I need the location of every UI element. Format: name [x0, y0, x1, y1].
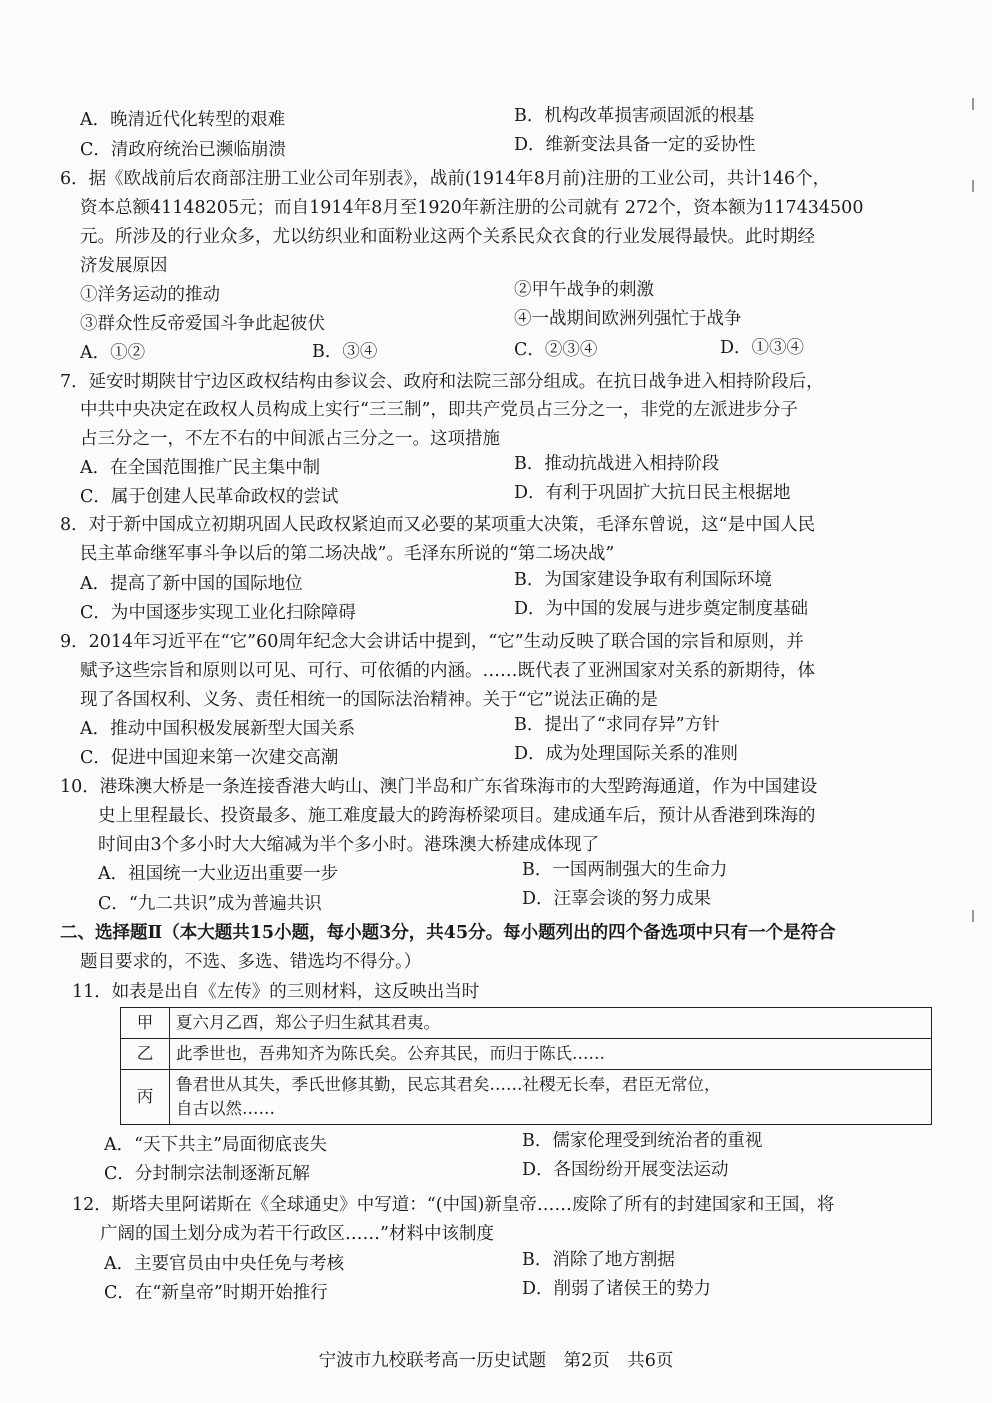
- q12-option-d: D．削弱了诸侯王的势力: [522, 1279, 712, 1299]
- q9-option-c: C．促进中国迎来第一次建交高潮: [80, 748, 339, 768]
- q11-option-c: C．分封制宗法制逐渐瓦解: [104, 1164, 310, 1184]
- q6-item-4: ④一战期间欧洲列强忙于战争: [514, 309, 742, 329]
- q12-option-b: B．消除了地方割据: [522, 1250, 675, 1270]
- row-text-bing: [170, 1070, 932, 1125]
- q8-option-b: B．为国家建设争取有利国际环境: [514, 570, 772, 590]
- q7-option-b: B．推动抗战进入相持阶段: [514, 454, 720, 474]
- row-text-yi: 此季世也，吾弗知齐为陈氏矣。公弃其民，而归于陈氏……: [170, 1039, 932, 1070]
- q12-option-c: C．在“新皇帝”时期开始推行: [104, 1283, 328, 1303]
- table-row: [121, 1070, 932, 1125]
- q5-option-a: A．晚清近代化转型的艰难: [80, 110, 286, 130]
- q7-option-a: A．在全国范围推广民主集中制: [80, 458, 321, 478]
- q10-stem-line-3: 时间由3个多小时大大缩减为半个多小时。港珠澳大桥建成体现了: [98, 835, 600, 855]
- q10-option-a: A．祖国统一大业迈出重要一步: [98, 864, 339, 884]
- q11-material-table: [120, 1007, 932, 1125]
- q7-stem-line-1: 7．延安时期陕甘宁边区政权结构由参议会、政府和法院三部分组成。在抗日战争进入相持阶段后，: [60, 372, 824, 392]
- q10-option-c: C．“九二共识”成为普遍共识: [98, 894, 322, 914]
- q8-option-a: A．提高了新中国的国际地位: [80, 574, 303, 594]
- table-row: [121, 1039, 932, 1070]
- q5-option-b: B．机构改革损害顽固派的根基: [514, 106, 755, 126]
- q10-option-d: D．汪辜会谈的努力成果: [522, 889, 712, 909]
- q12-stem-line-2: 广阔的国土划分成为若干行政区……”材料中该制度: [100, 1224, 494, 1244]
- section-2-note: 题目要求的，不选、多选、错选均不得分。）: [80, 952, 422, 972]
- q7-option-d: D．有利于巩固扩大抗日民主根据地: [514, 483, 791, 503]
- q11-stem: 11．如表是出自《左传》的三则材料，这反映出当时: [72, 982, 480, 1002]
- q5-option-c: C．清政府统治已濒临崩溃: [80, 140, 286, 160]
- row-label-bing: 丙: [121, 1070, 170, 1125]
- q9-option-b: B．提出了“求同存异”方针: [514, 715, 720, 735]
- q10-stem-line-1: 10．港珠澳大桥是一条连接香港大屿山、澳门半岛和广东省珠海市的大型跨海通道，作为中国建设: [60, 777, 818, 797]
- q6-item-1: ①洋务运动的推动: [80, 285, 220, 305]
- q10-stem-line-2: 史上里程最长、投资最多、施工难度最大的跨海桥梁项目。建成通车后，预计从香港到珠海的: [98, 806, 816, 826]
- q6-option-c: C．②③④: [514, 340, 598, 360]
- q6-stem-line-3: 元。所涉及的行业众多，尤以纺织业和面粉业这两个关系民众衣食的行业发展得最快。此时期经: [80, 227, 815, 247]
- q8-stem-line-2: 民主革命继军事斗争以后的第二场决战”。毛泽东所说的“第二场决战”: [80, 544, 615, 564]
- scan-edge-mark: [972, 180, 974, 192]
- q11-option-a: A．“天下共主”局面彻底丧失: [104, 1135, 328, 1155]
- q10-option-b: B．一国两制强大的生命力: [522, 860, 728, 880]
- q7-stem-line-3: 占三分之一，不左不右的中间派占三分之一。这项措施: [80, 429, 500, 449]
- row-text-bing-line-1: 鲁君世从其失，季氏世修其勤，民忘其君矣……社稷无长奉，君臣无常位，: [176, 1075, 721, 1094]
- q8-stem-line-1: 8．对于新中国成立初期巩固人民政权紧迫而又必要的某项重大决策，毛泽东曾说，这“是中国人民: [60, 515, 816, 535]
- q7-option-c: C．属于创建人民革命政权的尝试: [80, 487, 339, 507]
- q9-stem-line-3: 现了各国权利、义务、责任相统一的国际法治精神。关于“它”说法正确的是: [80, 690, 658, 710]
- q8-option-d: D．为中国的发展与进步奠定制度基础: [514, 599, 809, 619]
- q6-stem-line-4: 济发展原因: [80, 256, 168, 276]
- q9-stem-line-1: 9．2014年习近平在“它”60周年纪念大会讲话中提到，“它”生动反映了联合国的宗旨和原则，并: [60, 632, 804, 652]
- row-text-jia: 夏六月乙酉，郑公子归生弑其君夷。: [170, 1008, 932, 1039]
- row-text-bing-line-2: 自古以然……: [176, 1099, 275, 1118]
- q12-option-a: A．主要官员由中央任免与考核: [104, 1254, 345, 1274]
- row-label-jia: 甲: [121, 1008, 170, 1039]
- q6-item-2: ②甲午战争的刺激: [514, 280, 654, 300]
- q6-item-3: ③群众性反帝爱国斗争此起彼伏: [80, 314, 325, 334]
- q6-stem-line-1: 6．据《欧战前后农商部注册工业公司年别表》，战前(1914年8月前)注册的工业公司，共计146个，: [60, 169, 831, 189]
- row-label-yi: 乙: [121, 1039, 170, 1070]
- q5-option-d: D．维新变法具备一定的妥协性: [514, 135, 756, 155]
- scan-edge-mark: [972, 98, 974, 110]
- q6-stem-line-2: 资本总额41148205元；而自1914年8月至1920年新注册的公司就有 272个，资本额为117434500: [80, 198, 864, 218]
- q7-stem-line-2: 中共中央决定在政权人员构成上实行“三三制”，即共产党员占三分之一，非党的左派进步分子: [80, 400, 798, 420]
- section-2-heading: 二、选择题Ⅱ（本大题共15小题，每小题3分，共45分。每小题列出的四个备选项中只有一个是符合: [60, 923, 836, 943]
- q11-option-b: B．儒家伦理受到统治者的重视: [522, 1131, 763, 1151]
- q9-stem-line-2: 赋予这些宗旨和原则以可见、可行、可依循的内涵。……既代表了亚洲国家对关系的新期待，体: [80, 661, 815, 681]
- q11-option-d: D．各国纷纷开展变法运动: [522, 1160, 729, 1180]
- q6-option-a: A．①②: [80, 343, 146, 363]
- q12-stem-line-1: 12．斯塔夫里阿诺斯在《全球通史》中写道：“(中国)新皇帝……废除了所有的封建国家和王国，将: [72, 1195, 835, 1215]
- page-footer: 宁波市九校联考高一历史试题 第2页 共6页: [318, 1351, 674, 1371]
- q6-option-d: D．①③④: [720, 338, 805, 358]
- scan-edge-mark: [972, 910, 974, 922]
- q6-option-b: B．③④: [312, 342, 378, 362]
- table-row: [121, 1008, 932, 1039]
- q9-option-d: D．成为处理国际关系的准则: [514, 744, 739, 764]
- q8-option-c: C．为中国逐步实现工业化扫除障碍: [80, 603, 356, 623]
- q9-option-a: A．推动中国积极发展新型大国关系: [80, 719, 356, 739]
